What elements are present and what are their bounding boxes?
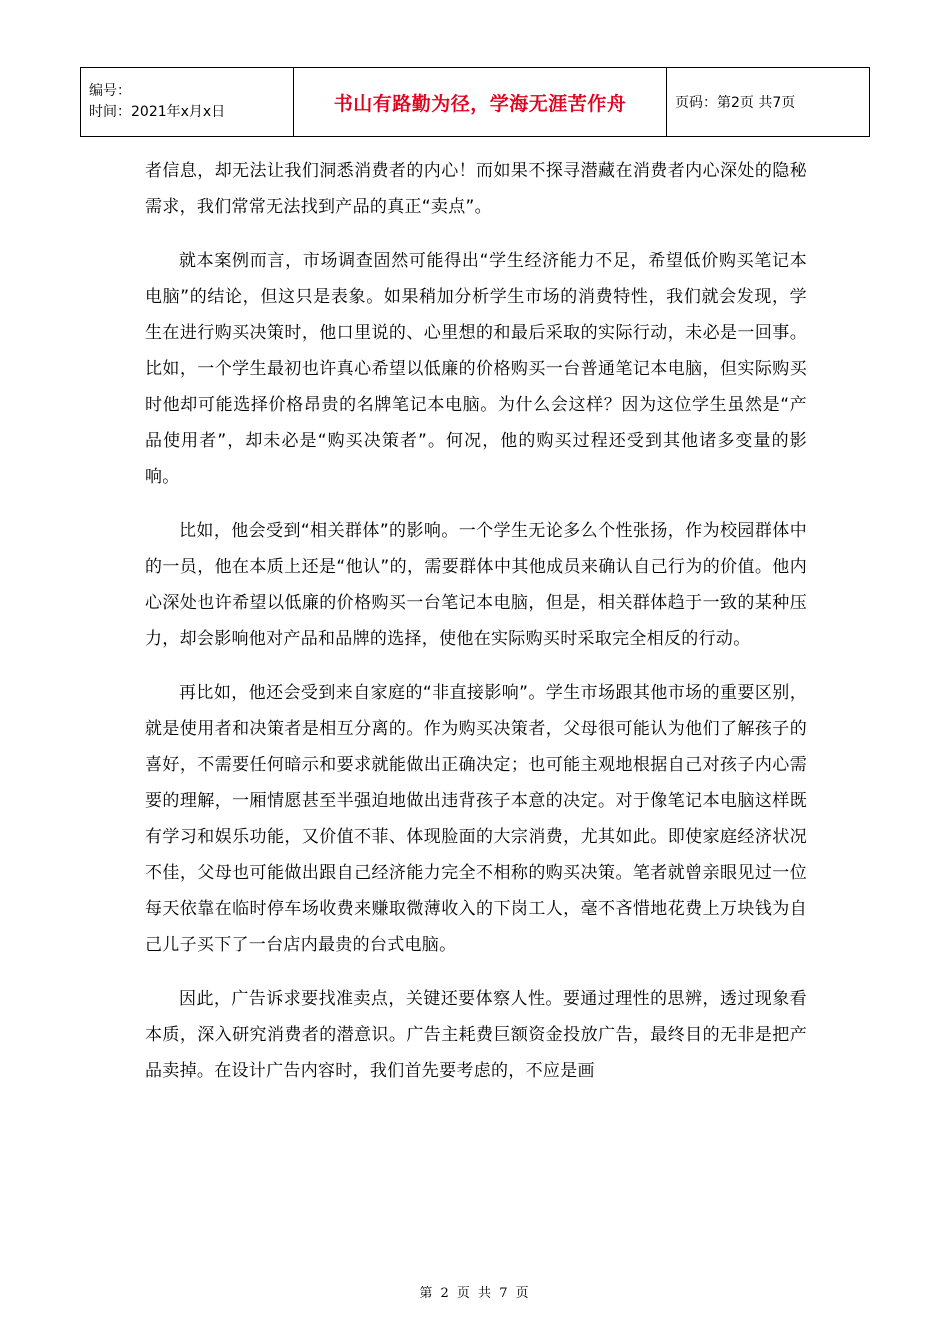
document-date: 时间：2021年x月x日 bbox=[89, 104, 226, 120]
header-page-info: 页码：第2页 共7页 bbox=[667, 68, 870, 137]
document-header bbox=[80, 67, 870, 137]
paragraph: 再比如，他还会受到来自家庭的“非直接影响”。学生市场跟其他市场的重要区别，就是使用者和决策者是相互分离的。作为购买决策者，父母很可能认为他们了解孩子的喜好，不需要任何暗示和要求就能做出正确决定；也可能主观地根据自己对孩子内心需要的理解，一厢情愿甚至半强迫地做出违背孩子本意的决定。对于像笔记本电脑这样既有学习和娱乐功能，又价值不菲、体现脸面的大宗消费，尤其如此。即使家庭经济状况不佳，父母也可能做出跟自己经济能力完全不相称的购买决策。笔者就曾亲眼见过一位每天依靠在临时停车场收费来赚取微薄收入的下岗工人，毫不吝惜地花费上万块钱为自己儿子买下了一台店内最贵的台式电脑。 bbox=[145, 683, 807, 955]
paragraph: 就本案例而言，市场调查固然可能得出“学生经济能力不足，希望低价购买笔记本电脑”的结论，但这只是表象。如果稍加分析学生市场的消费特性，我们就会发现，学生在进行购买决策时，他口里说的、心里想的和最后采取的实际行动，未必是一回事。比如，一个学生最初也许真心希望以低廉的价格购买一台普通笔记本电脑，但实际购买时他却可能选择价格昂贵的名牌笔记本电脑。为什么会这样？因为这位学生虽然是“产品使用者”，却未必是“购买决策者”。何况，他的购买过程还受到其他诸多变量的影响。 bbox=[145, 251, 807, 487]
document-body bbox=[145, 153, 807, 1107]
paragraph: 比如，他会受到“相关群体”的影响。一个学生无论多么个性张扬，作为校园群体中的一员，他在本质上还是“他认”的，需要群体中其他成员来确认自己行为的价值。他内心深处也许希望以低廉的价格购买一台笔记本电脑，但是，相关群体趋于一致的某种压力，却会影响他对产品和品牌的选择，使他在实际购买时采取完全相反的行动。 bbox=[145, 521, 807, 649]
paragraph: 因此，广告诉求要找准卖点，关键还要体察人性。要通过理性的思辨，透过现象看本质，深入研究消费者的潜意识。广告主耗费巨额资金投放广告，最终目的无非是把产品卖掉。在设计广告内容时，我们首先要考虑的，不应是画 bbox=[145, 989, 807, 1081]
header-motto: 书山有路勤为径，学海无涯苦作舟 bbox=[294, 68, 667, 137]
page-footer: 第 2 页 共 7 页 bbox=[419, 1286, 531, 1301]
document-number-label: 编号： bbox=[89, 83, 131, 99]
header-meta-cell bbox=[81, 68, 294, 137]
paragraph-continuation: 者信息，却无法让我们洞悉消费者的内心！而如果不探寻潜藏在消费者内心深处的隐秘需求，我们常常无法找到产品的真正“卖点”。 bbox=[145, 161, 807, 217]
